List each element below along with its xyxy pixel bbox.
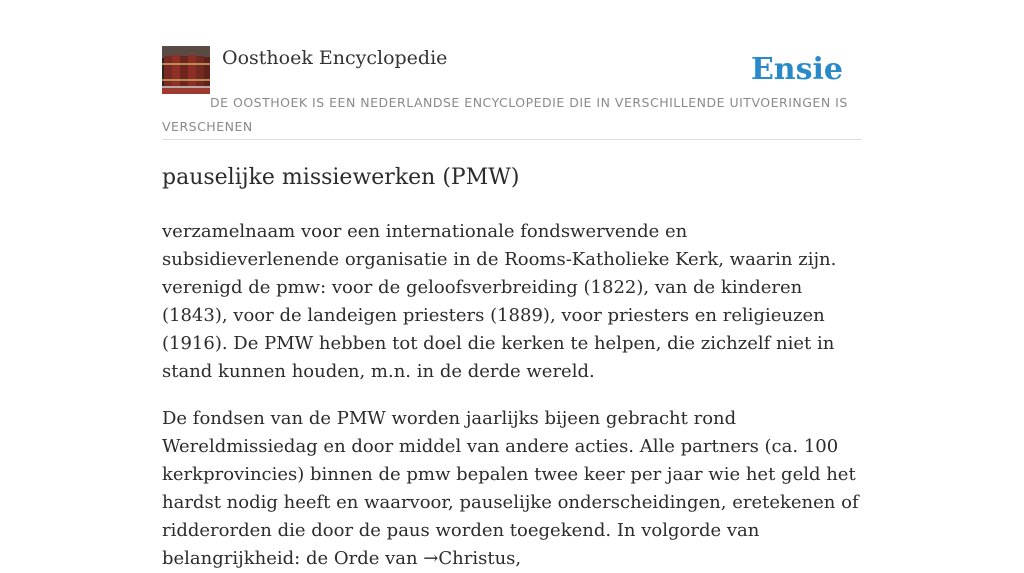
article (162, 160, 862, 573)
ensie-logo-link[interactable]: Ensie (750, 52, 843, 87)
site-tagline: DE OOSTHOEK IS EEN NEDERLANDSE ENCYCLOPEDIE DIE IN VERSCHILLENDE UITVOERINGEN IS VERSCHENEN (162, 95, 848, 134)
encyclopedia-books-avatar[interactable] (162, 46, 210, 94)
site-header (162, 46, 862, 140)
article-title: pauselijke missiewerken (PMW) (162, 165, 520, 190)
article-paragraph: verzamelnaam voor een internationale fondswervende en subsidieverlenende organisatie in de Rooms-Katholieke Kerk, waarin zijn. verenigd de pmw: voor de geloofsverbreiding (1822), van de kinderen (1843), voor de landeigen priesters (1889), voor priesters en religieuzen (1916). De PMW hebben tot doel die kerken te helpen, die zichzelf niet in stand kunnen houden, m.n. in de derde wereld. (162, 221, 837, 382)
site-name-link[interactable]: Oosthoek Encyclopedie (222, 47, 448, 69)
article-paragraph: De fondsen van de PMW worden jaarlijks bijeen gebracht rond Wereldmissiedag en door middel van andere acties. Alle partners (ca. 100 kerkprovincies) binnen de pmw bepalen twee keer per jaar wie het geld het hardst nodig heeft en waarvoor, pauselijke onderscheidingen, eretekenen of ridderorden die door de paus worden toegekend. In volgorde van belangrijkheid: de Orde van →Christus, (162, 408, 859, 569)
